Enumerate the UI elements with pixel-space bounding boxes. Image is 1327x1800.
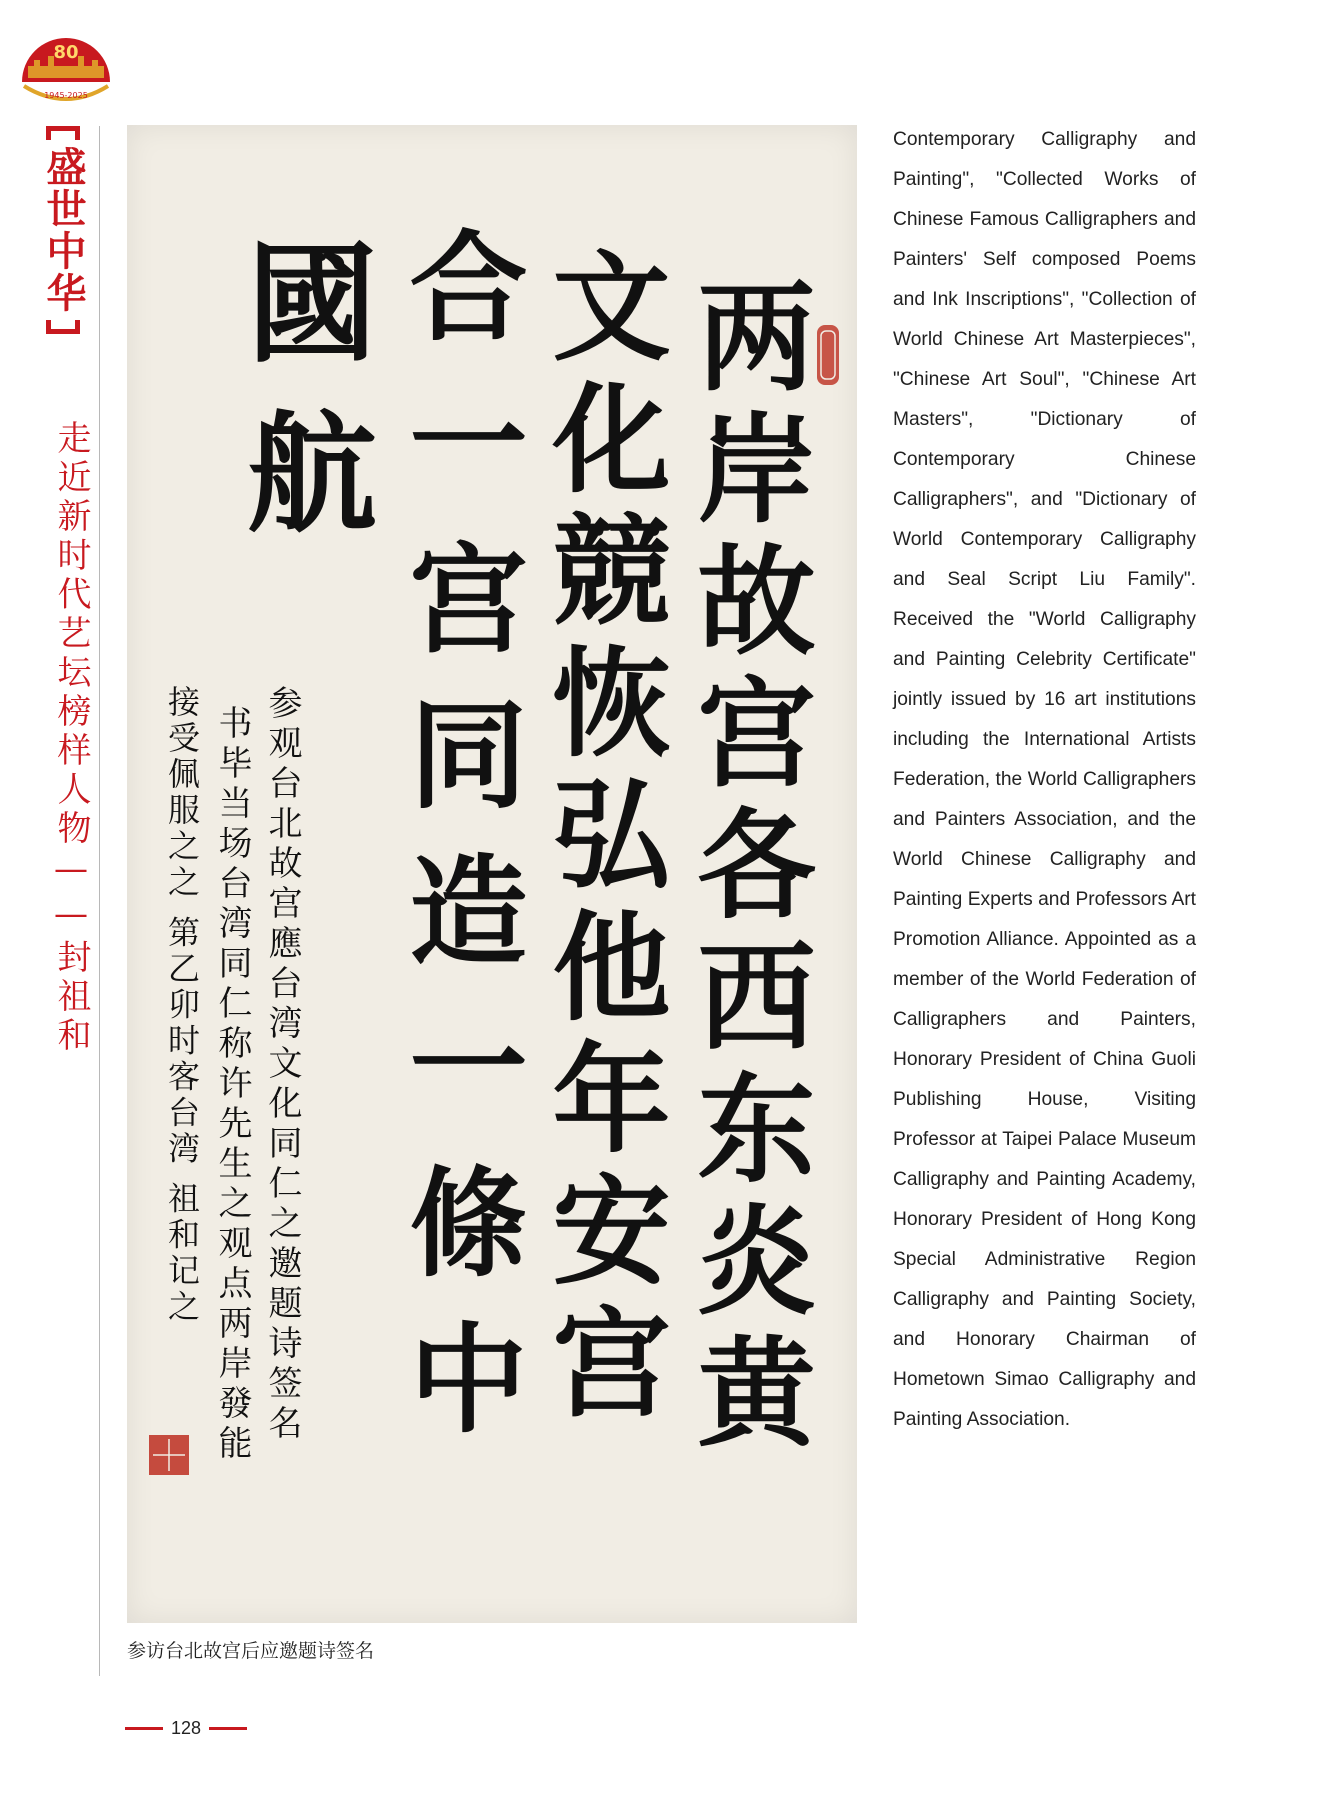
artwork-caption: 参访台北故宫后应邀题诗签名 [127,1640,375,1662]
anniversary-emblem [18,20,114,108]
seal-top [817,325,839,385]
inscription-column-1: 参观台北故宫應台湾文化同仁之邀题诗签名 [262,685,302,1445]
calligraphy-column-3: 合一宫同造一條中 [389,225,529,1473]
page-number [125,1718,247,1739]
section-subtitle: 走近新时代艺坛榜样人物——封祖和 [51,420,91,1056]
calligraphy-artwork [127,125,857,1623]
seal-bottom [149,1435,189,1475]
section-title [36,126,90,334]
logo-number: 80 [53,42,79,63]
calligraphy-image [127,125,857,1623]
page-number-dash-right [209,1727,247,1730]
biography-text: Contemporary Calligraphy and Painting", "Collected Works of Chinese Famous Calligraphers and Painters' Self composed Poems and Ink Inscriptions", "Collection of World Chinese Art Masterpieces", "Chinese Art Soul", "Chinese Art Masters", "Dictionary of Contemporary Chinese Calligraphers", and "Dictionary of World Contemporary Calligraphy and Seal Script Liu Family". Received the "World Calligraphy and Painting Celebrity Certificate" jointly issued by 16 art institutions including the International Artists Federation, the World Calligraphers and Painters Association, and the World Chinese Calligraphy and Painting Experts and Professors Art Promotion Alliance. Appointed as a member of the World Federation of Calligraphers and Painters, Honorary President of China Guoli Publishing House, Visiting Professor at Taipei Palace Museum Calligraphy and Painting Academy, Honorary President of Hong Kong Special Administrative Region Calligraphy and Painting Society, and Honorary Chairman of Hometown Simao Calligraphy and Painting Association. [893,129,1196,1430]
calligraphy-column-2: 文化競恢弘他年安宫 [532,245,672,1433]
page-number-value: 128 [171,1718,202,1738]
calligraphy-column-4: 國航 [225,235,379,575]
page-number-dash-left [125,1727,163,1730]
sidebar-divider [99,126,100,1676]
bracket-bottom [46,320,80,334]
anniversary-logo [18,20,114,108]
bracket-top [46,126,80,140]
section-title-text: 盛世中华 [40,146,86,314]
logo-years: 1945-2025 [44,91,88,100]
inscription-column-2: 书毕当场台湾同仁称许先生之观点两岸發能 [212,705,252,1465]
inscription-column-3: 接受佩服之之 第乙卯时客台湾 祖和记之 [163,685,201,1326]
calligraphy-column-1: 两岸故宫各西东炎黄 [677,275,817,1463]
